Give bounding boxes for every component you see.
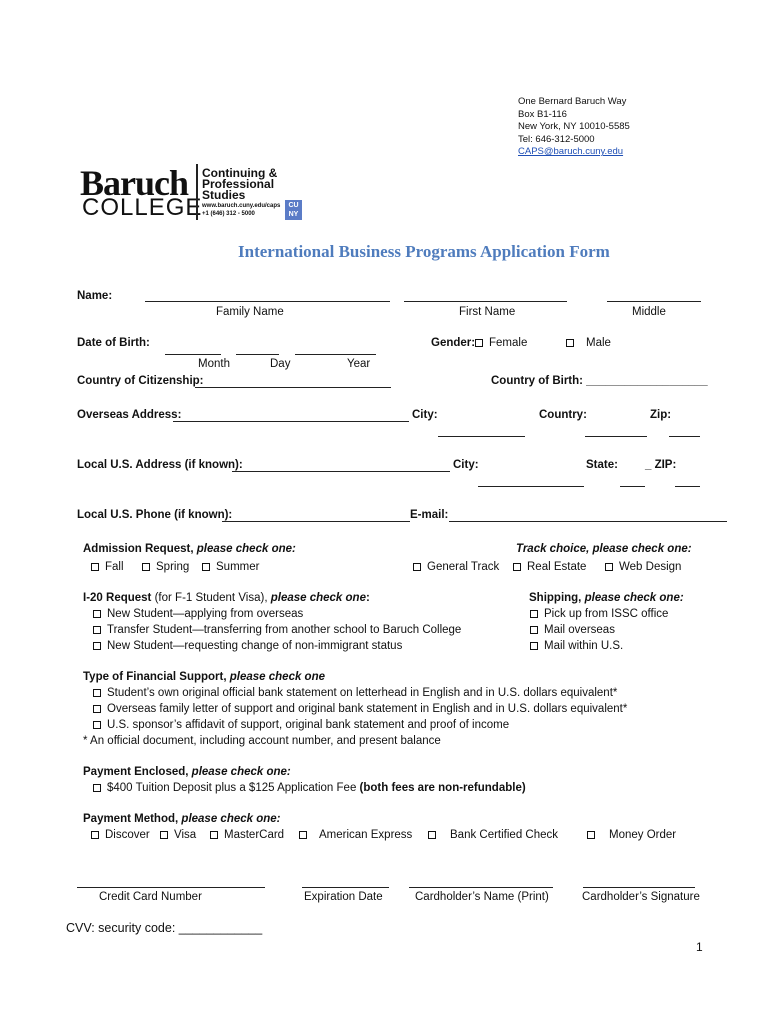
- year-caption: Year: [347, 358, 371, 370]
- baruch-logo: [80, 164, 310, 222]
- address-line1: One Bernard Baruch Way: [518, 96, 627, 107]
- local-address-field[interactable]: [232, 471, 450, 472]
- money-order-checkbox[interactable]: [587, 831, 595, 839]
- birth-country-label[interactable]: Country of Birth: ___________________: [491, 375, 708, 387]
- i20-option-change[interactable]: New Student—requesting change of non-immigrant status: [93, 640, 402, 652]
- cardholder-name-caption: Cardholder’s Name (Print): [415, 891, 549, 903]
- expiration-caption: Expiration Date: [304, 891, 383, 903]
- overseas-address-field[interactable]: [173, 421, 409, 422]
- overseas-country-label: Country:: [539, 409, 587, 421]
- local-zip-field[interactable]: [675, 486, 700, 487]
- address-line2: Box B1-116: [518, 108, 567, 120]
- track-heading: Track choice, please check one:: [516, 543, 692, 555]
- citizenship-label: Country of Citizenship:: [77, 375, 204, 387]
- payment-method-heading: Payment Method, please check one:: [83, 813, 281, 825]
- family-name-field[interactable]: [145, 301, 390, 302]
- local-city-field[interactable]: [478, 486, 584, 487]
- financial-footnote: * An official document, including account number, and present balance: [83, 735, 441, 747]
- discover-checkbox[interactable]: [91, 831, 99, 839]
- i20-transfer-checkbox[interactable]: [93, 626, 101, 634]
- overseas-city-field[interactable]: [438, 436, 525, 437]
- dob-label: Date of Birth:: [77, 337, 150, 349]
- middle-caption: Middle: [632, 306, 666, 318]
- form-title: International Business Programs Application Form: [238, 242, 610, 261]
- track-general-option[interactable]: General Track: [413, 561, 499, 573]
- email-link[interactable]: CAPS@baruch.cuny.edu: [518, 146, 624, 158]
- summer-checkbox[interactable]: [202, 563, 210, 571]
- shipping-heading: Shipping, please check one:: [529, 592, 684, 604]
- logo-cps: Continuing & Professional Studies: [202, 166, 278, 202]
- amex-checkbox[interactable]: [299, 831, 307, 839]
- admission-spring-option[interactable]: Spring: [142, 561, 189, 573]
- logo-web: www.baruch.cuny.edu/caps +1 (646) 312 - 5000: [202, 203, 281, 217]
- payment-enclosed-option[interactable]: $400 Tuition Deposit plus a $125 Application Fee (both fees are non-refundable): [93, 782, 526, 794]
- signature-caption: Cardholder’s Signature: [582, 891, 700, 903]
- payment-enclosed-heading: Payment Enclosed, please check one:: [83, 766, 291, 778]
- financial-family-checkbox[interactable]: [93, 705, 101, 713]
- financial-option-family[interactable]: Overseas family letter of support and original bank statement in English and in U.S. dollars equivalent*: [93, 703, 627, 715]
- i20-new-checkbox[interactable]: [93, 610, 101, 618]
- local-city-label: City:: [453, 459, 479, 471]
- dob-month-field[interactable]: [165, 354, 221, 355]
- dob-year-field[interactable]: [295, 354, 376, 355]
- address-tel: Tel: 646-312-5000: [518, 133, 595, 145]
- pay-certified-check-option[interactable]: Bank Certified Check: [428, 829, 558, 841]
- day-caption: Day: [270, 358, 291, 370]
- i20-option-new[interactable]: New Student—applying from overseas: [93, 608, 303, 620]
- mail-us-checkbox[interactable]: [530, 642, 538, 650]
- i20-heading: I-20 Request (for F-1 Student Visa), please check one:: [83, 592, 370, 604]
- pay-visa-option[interactable]: Visa: [160, 829, 196, 841]
- financial-option-sponsor[interactable]: U.S. sponsor’s affidavit of support, original bank statement and proof of income: [93, 719, 509, 731]
- overseas-zip-field[interactable]: [669, 436, 700, 437]
- mail-overseas-checkbox[interactable]: [530, 626, 538, 634]
- logo-divider: [196, 164, 198, 220]
- first-name-caption: First Name: [459, 306, 516, 318]
- pay-discover-option[interactable]: Discover: [91, 829, 150, 841]
- financial-sponsor-checkbox[interactable]: [93, 721, 101, 729]
- local-zip-label: _ ZIP:: [645, 459, 677, 471]
- overseas-address-label: Overseas Address:: [77, 409, 182, 421]
- visa-checkbox[interactable]: [160, 831, 168, 839]
- admission-heading: Admission Request, please check one:: [83, 543, 296, 555]
- real-estate-checkbox[interactable]: [513, 563, 521, 571]
- cardholder-name-field[interactable]: [409, 887, 553, 888]
- dob-day-field[interactable]: [236, 354, 279, 355]
- month-caption: Month: [198, 358, 230, 370]
- local-state-label: State:: [586, 459, 618, 471]
- cuny-logo: CU NY: [285, 200, 302, 220]
- pay-money-order-option[interactable]: Money Order: [587, 829, 676, 841]
- first-name-field[interactable]: [404, 301, 567, 302]
- gender-male-option[interactable]: Male: [566, 337, 611, 349]
- admission-summer-option[interactable]: Summer: [202, 561, 259, 573]
- email-label: E-mail:: [410, 509, 449, 521]
- local-phone-label: Local U.S. Phone (if known):: [77, 509, 233, 521]
- female-checkbox[interactable]: [475, 339, 483, 347]
- general-track-checkbox[interactable]: [413, 563, 421, 571]
- pay-mastercard-option[interactable]: MasterCard: [210, 829, 284, 841]
- track-real-estate-option[interactable]: Real Estate: [513, 561, 586, 573]
- overseas-city-label: City:: [412, 409, 438, 421]
- email-field[interactable]: [449, 521, 727, 522]
- web-design-checkbox[interactable]: [605, 563, 613, 571]
- cvv-field[interactable]: CVV: security code: ____________: [66, 921, 263, 935]
- tuition-deposit-checkbox[interactable]: [93, 784, 101, 792]
- male-checkbox[interactable]: [566, 339, 574, 347]
- local-address-label: Local U.S. Address (if known):: [77, 459, 243, 471]
- page-number: 1: [696, 940, 703, 954]
- local-state-field[interactable]: [620, 486, 645, 487]
- logo-college-text: COLLEGE: [82, 194, 203, 221]
- i20-change-checkbox[interactable]: [93, 642, 101, 650]
- track-web-design-option[interactable]: Web Design: [605, 561, 681, 573]
- shipping-overseas-option[interactable]: Mail overseas: [530, 624, 615, 636]
- signature-field[interactable]: [583, 887, 695, 888]
- i20-option-transfer[interactable]: Transfer Student—transferring from another school to Baruch College: [93, 624, 461, 636]
- citizenship-field[interactable]: [195, 387, 391, 388]
- mastercard-checkbox[interactable]: [210, 831, 218, 839]
- financial-heading: Type of Financial Support, please check one: [83, 671, 325, 683]
- local-phone-field[interactable]: [222, 521, 410, 522]
- financial-option-own[interactable]: Student’s own original official bank statement on letterhead in English and in U.S. dollars equivalent*: [93, 687, 617, 699]
- address-line3: New York, NY 10010-5585: [518, 121, 630, 133]
- pickup-checkbox[interactable]: [530, 610, 538, 618]
- spring-checkbox[interactable]: [142, 563, 150, 571]
- overseas-zip-label: Zip:: [650, 409, 672, 421]
- financial-own-checkbox[interactable]: [93, 689, 101, 697]
- card-number-field[interactable]: [77, 887, 265, 888]
- address-block: [518, 96, 630, 159]
- shipping-pickup-option[interactable]: Pick up from ISSC office: [530, 608, 668, 620]
- shipping-us-option[interactable]: Mail within U.S.: [530, 640, 623, 652]
- admission-fall-option[interactable]: Fall: [91, 561, 124, 573]
- middle-name-field[interactable]: [607, 301, 701, 302]
- gender-female-option[interactable]: Female: [475, 337, 527, 349]
- certified-check-checkbox[interactable]: [428, 831, 436, 839]
- fall-checkbox[interactable]: [91, 563, 99, 571]
- overseas-country-field[interactable]: [585, 436, 647, 437]
- expiration-field[interactable]: [302, 887, 389, 888]
- pay-amex-option[interactable]: American Express: [299, 829, 412, 841]
- card-number-caption: Credit Card Number: [99, 891, 202, 903]
- name-label: Name:: [77, 290, 113, 302]
- logo-baruch-text: Baruch: [80, 163, 189, 203]
- family-name-caption: Family Name: [216, 306, 284, 318]
- gender-label: Gender:: [431, 337, 476, 349]
